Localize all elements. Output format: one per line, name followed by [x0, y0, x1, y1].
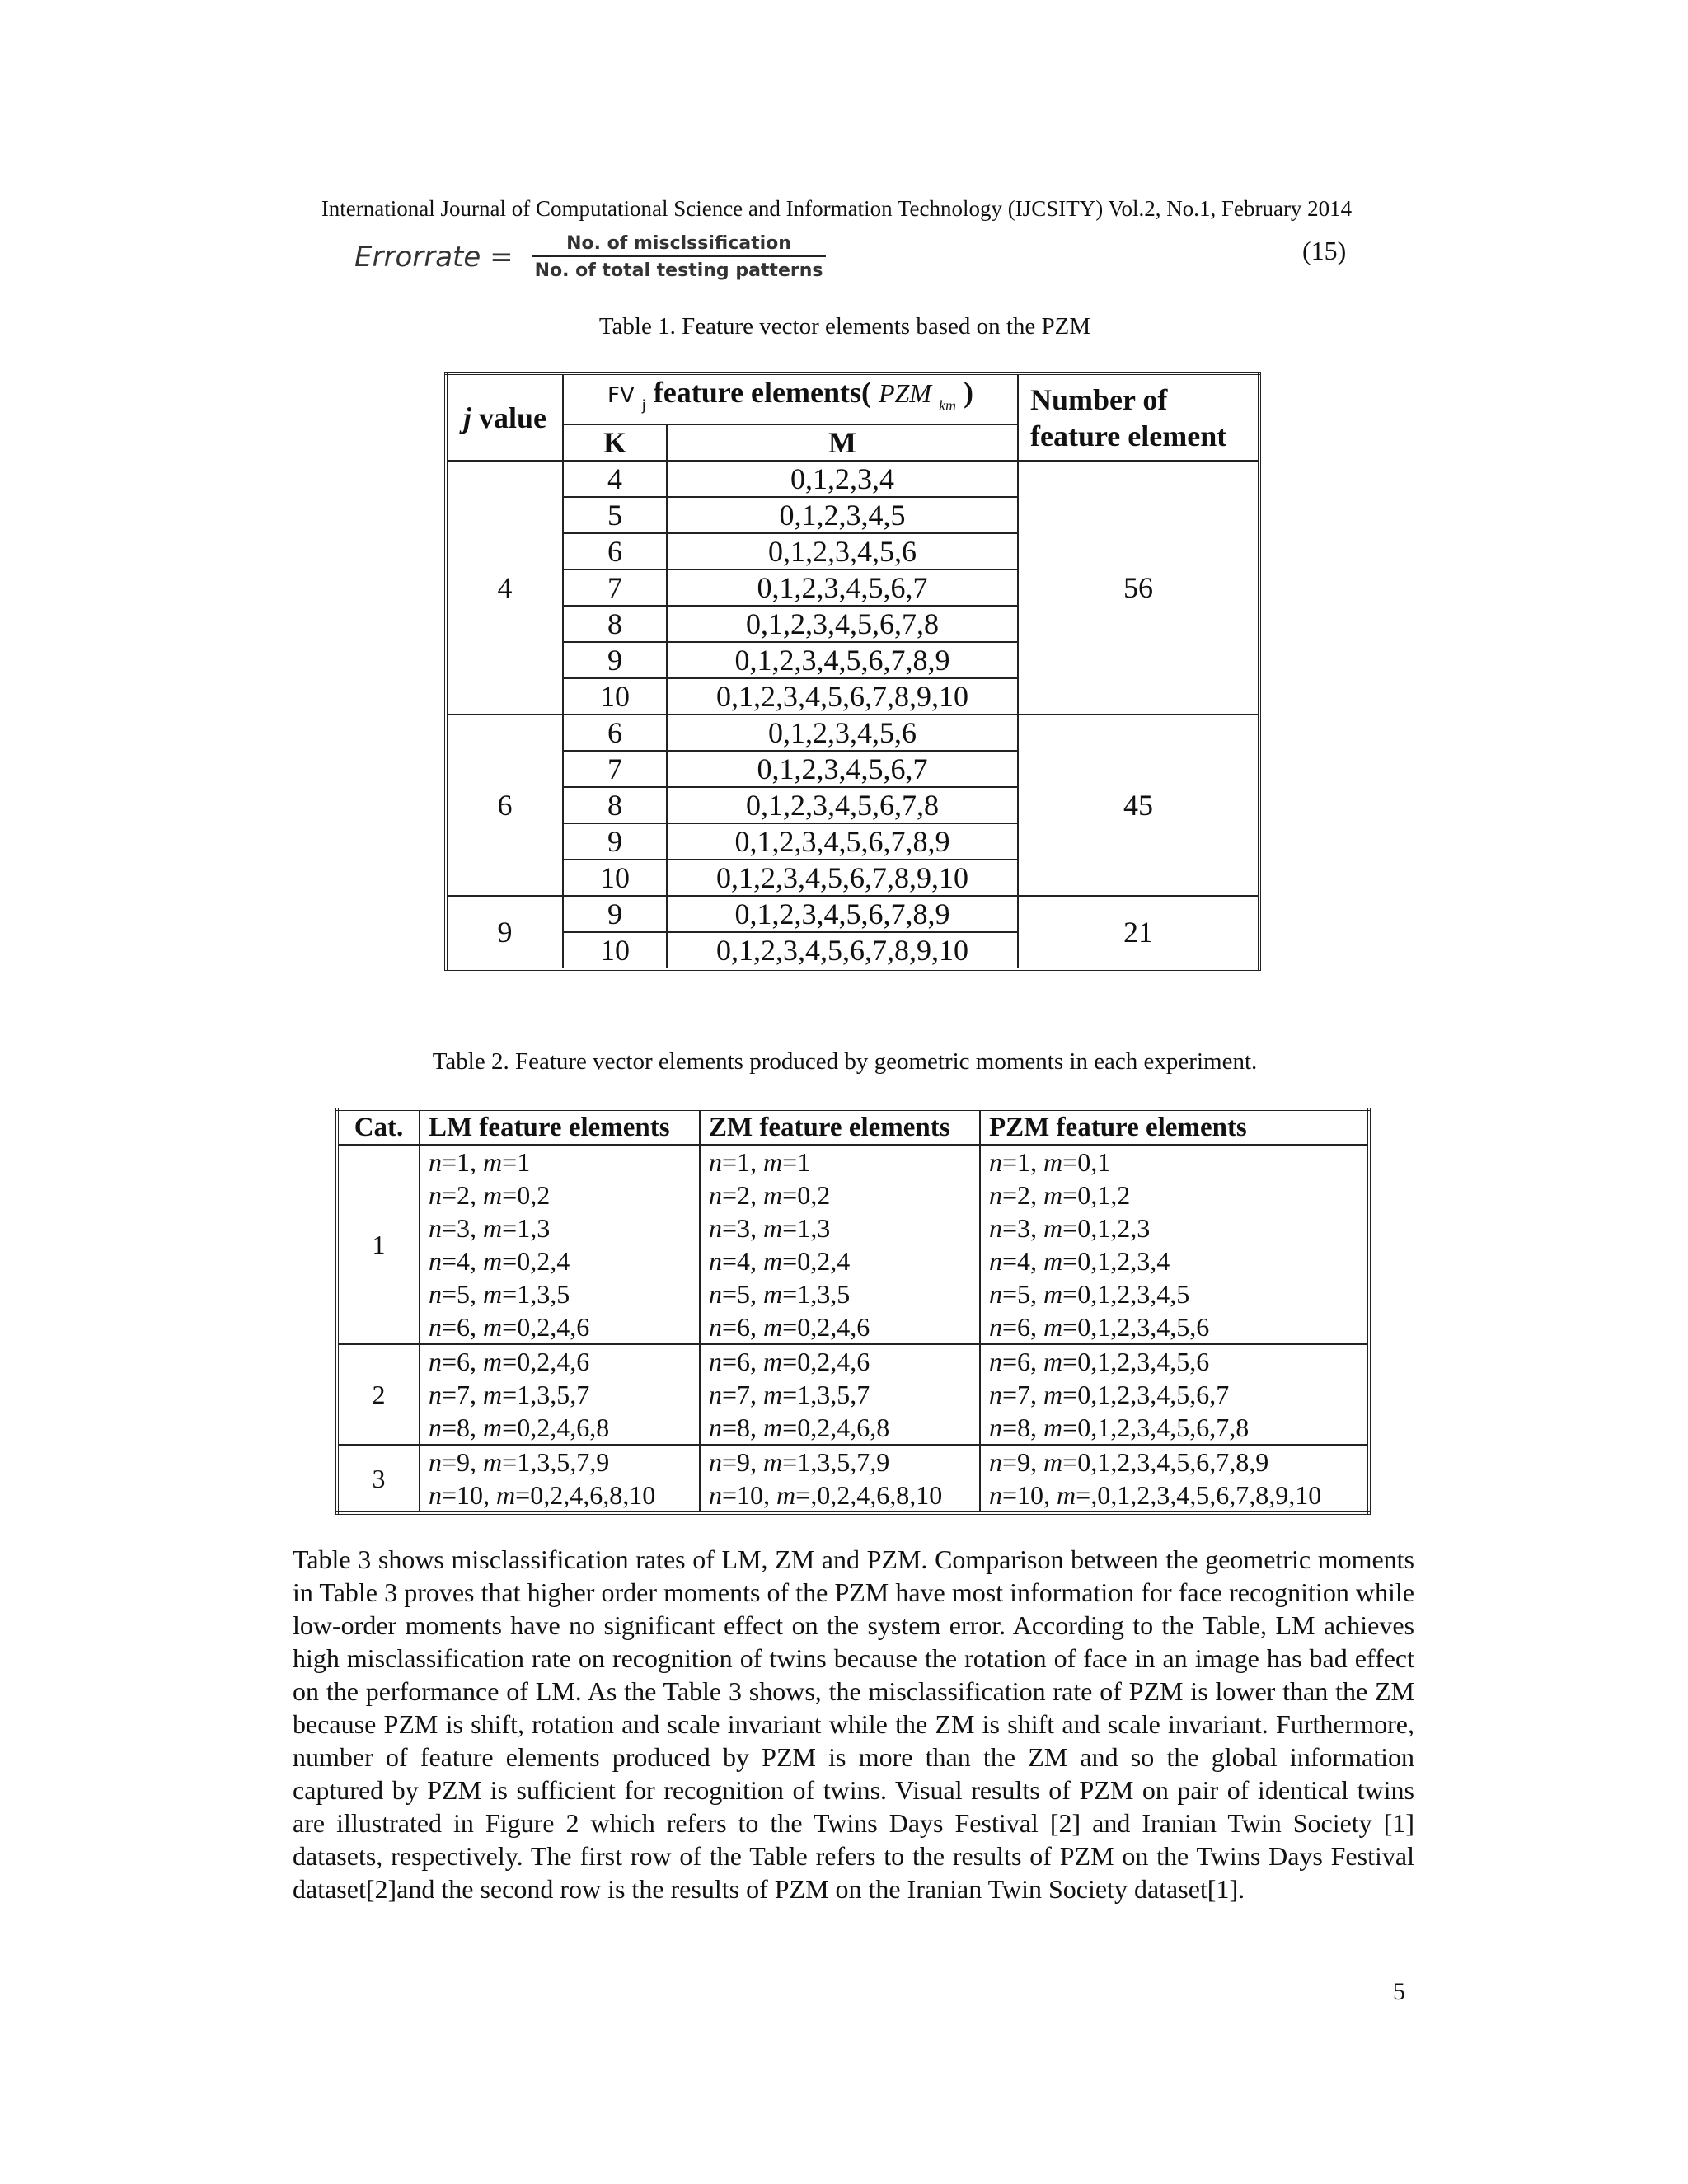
pzm-element-line: n=4, m=0,1,2,3,4 — [989, 1246, 1170, 1276]
m-symbol: m — [763, 1347, 783, 1376]
n-value: 4 — [457, 1246, 471, 1276]
n-value: 1 — [1017, 1147, 1031, 1177]
n-value: 4 — [737, 1246, 751, 1276]
m-value: 0,2,4,6 — [797, 1347, 870, 1376]
m-value: 0,2,4,6 — [517, 1312, 590, 1342]
m-symbol: m — [763, 1213, 783, 1243]
k-header: K — [563, 424, 667, 461]
m-value: ,0,2,4,6,8,10 — [810, 1480, 943, 1510]
j-value-cell: 4 — [446, 461, 563, 715]
n-symbol: n — [989, 1480, 1002, 1510]
lm-element-line: n=8, m=0,2,4,6,8 — [429, 1413, 610, 1442]
n-value: 9 — [1017, 1447, 1031, 1477]
m-header: M — [667, 424, 1018, 461]
k-cell: 4 — [563, 461, 667, 497]
table2-caption: Table 2. Feature vector elements produced by geometric moments in each experiment. — [432, 1048, 1258, 1075]
lm-element-line: n=2, m=0,2 — [429, 1180, 551, 1210]
table2-header-row — [337, 1109, 1369, 1145]
m-symbol: m — [1043, 1380, 1063, 1409]
m-symbol: m — [763, 1447, 783, 1477]
n-symbol: n — [989, 1380, 1002, 1409]
table1-row — [446, 461, 1259, 497]
m-symbol: m — [763, 1312, 783, 1342]
m-cell: 0,1,2,3,4,5,6,7,8,9 — [667, 642, 1018, 678]
zm-elements-cell — [700, 1445, 980, 1513]
m-value: 0,1,2,3,4,5,6,7,8,9 — [1077, 1447, 1269, 1477]
fv-subscript: j — [641, 397, 646, 415]
m-symbol: m — [483, 1279, 503, 1309]
pzm-symbol: PZM — [878, 378, 931, 408]
m-symbol: m — [483, 1447, 503, 1477]
n-symbol: n — [429, 1213, 442, 1243]
j-value-suffix: value — [471, 401, 547, 434]
m-value: 0,2 — [517, 1180, 551, 1210]
n-value: 3 — [457, 1213, 471, 1243]
k-cell: 9 — [563, 896, 667, 932]
table1-header-row — [446, 373, 1259, 424]
n-symbol: n — [429, 1246, 442, 1276]
pzm-header: PZM feature elements — [980, 1109, 1369, 1145]
feature-count-cell: 45 — [1018, 715, 1259, 896]
m-cell: 0,1,2,3,4,5,6,7,8 — [667, 787, 1018, 823]
n-symbol: n — [989, 1147, 1002, 1177]
table2-row — [337, 1145, 1369, 1344]
m-symbol: m — [483, 1147, 503, 1177]
n-value: 7 — [737, 1380, 751, 1409]
m-value: 0,1,2,3,4,5,6,7,8 — [1077, 1413, 1250, 1442]
n-symbol: n — [989, 1180, 1002, 1210]
m-cell: 0,1,2,3,4,5,6,7,8,9,10 — [667, 860, 1018, 896]
n-value: 1 — [737, 1147, 751, 1177]
pzm-element-line: n=8, m=0,1,2,3,4,5,6,7,8 — [989, 1413, 1250, 1442]
lm-element-line: n=3, m=1,3 — [429, 1213, 551, 1243]
zm-elements-cell — [700, 1344, 980, 1445]
lm-element-line: n=6, m=0,2,4,6 — [429, 1312, 590, 1342]
pzm-element-line: n=2, m=0,1,2 — [989, 1180, 1131, 1210]
k-cell: 10 — [563, 860, 667, 896]
lm-element-line: n=10, m=0,2,4,6,8,10 — [429, 1480, 656, 1510]
pzm-element-line: n=1, m=0,1 — [989, 1147, 1111, 1177]
m-value: 0,2 — [797, 1180, 831, 1210]
m-symbol: m — [763, 1279, 783, 1309]
j-value-cell: 9 — [446, 896, 563, 969]
k-cell: 10 — [563, 678, 667, 715]
n-symbol: n — [709, 1413, 722, 1442]
n-symbol: n — [709, 1180, 722, 1210]
m-value: 0,1,2,3,4,5,6 — [1077, 1347, 1210, 1376]
m-value: 1,3,5 — [517, 1279, 570, 1309]
k-cell: 9 — [563, 823, 667, 860]
j-value-header — [446, 373, 563, 461]
m-value: 1,3,5,7,9 — [797, 1447, 890, 1477]
n-value: 6 — [737, 1347, 751, 1376]
n-symbol: n — [429, 1180, 442, 1210]
feature-count-cell: 56 — [1018, 461, 1259, 715]
n-symbol: n — [429, 1347, 442, 1376]
m-value: 1 — [517, 1147, 531, 1177]
m-value: 0,1,2,3,4,5 — [1077, 1279, 1190, 1309]
pzm-elements-cell — [980, 1145, 1369, 1344]
table2 — [335, 1108, 1371, 1515]
n-value: 6 — [1017, 1347, 1031, 1376]
cat-cell: 2 — [337, 1344, 420, 1445]
n-value: 4 — [1017, 1246, 1031, 1276]
table1-caption: Table 1. Feature vector elements based on the PZM — [598, 313, 1091, 340]
zm-element-line: n=7, m=1,3,5,7 — [709, 1380, 870, 1409]
page-number: 5 — [1393, 1978, 1405, 2005]
m-symbol: m — [1043, 1347, 1063, 1376]
m-value: 1,3 — [797, 1213, 831, 1243]
m-cell: 0,1,2,3,4,5 — [667, 497, 1018, 533]
n-symbol: n — [429, 1380, 442, 1409]
m-value: 1 — [797, 1147, 811, 1177]
n-value: 6 — [737, 1312, 751, 1342]
n-value: 7 — [1017, 1380, 1031, 1409]
table1-row — [446, 896, 1259, 932]
m-value: 0,2,4 — [517, 1246, 570, 1276]
n-symbol: n — [709, 1347, 722, 1376]
zm-element-line: n=5, m=1,3,5 — [709, 1279, 851, 1309]
m-value: ,0,1,2,3,4,5,6,7,8,9,10 — [1090, 1480, 1322, 1510]
m-symbol: m — [1043, 1413, 1063, 1442]
m-cell: 0,1,2,3,4,5,6,7,8,9,10 — [667, 678, 1018, 715]
lm-element-line: n=9, m=1,3,5,7,9 — [429, 1447, 610, 1477]
k-cell: 10 — [563, 932, 667, 969]
n-value: 2 — [1017, 1180, 1031, 1210]
m-symbol: m — [1057, 1480, 1076, 1510]
pzm-element-line: n=7, m=0,1,2,3,4,5,6,7 — [989, 1380, 1230, 1409]
n-symbol: n — [429, 1312, 442, 1342]
n-symbol: n — [709, 1380, 722, 1409]
n-symbol: n — [709, 1447, 722, 1477]
zm-element-line: n=6, m=0,2,4,6 — [709, 1312, 870, 1342]
pzm-elements-cell — [980, 1445, 1369, 1513]
pzm-element-line: n=3, m=0,1,2,3 — [989, 1213, 1151, 1243]
zm-element-line: n=4, m=0,2,4 — [709, 1246, 851, 1276]
m-symbol: m — [1043, 1246, 1063, 1276]
error-rate-equation — [354, 224, 826, 290]
j-symbol: j — [462, 401, 471, 434]
n-symbol: n — [709, 1246, 722, 1276]
m-value: 1,3,5 — [797, 1279, 851, 1309]
n-value: 5 — [737, 1279, 751, 1309]
m-symbol: m — [483, 1347, 503, 1376]
m-symbol: m — [763, 1180, 783, 1210]
zm-element-line: n=1, m=1 — [709, 1147, 811, 1177]
lm-element-line: n=4, m=0,2,4 — [429, 1246, 570, 1276]
k-cell: 8 — [563, 606, 667, 642]
n-symbol: n — [709, 1312, 722, 1342]
k-cell: 9 — [563, 642, 667, 678]
n-value: 8 — [737, 1413, 751, 1442]
n-symbol: n — [989, 1279, 1002, 1309]
k-cell: 7 — [563, 569, 667, 606]
m-value: 0,2,4,6 — [797, 1312, 870, 1342]
cat-header: Cat. — [337, 1109, 420, 1145]
lm-element-line: n=1, m=1 — [429, 1147, 531, 1177]
lm-element-line: n=5, m=1,3,5 — [429, 1279, 570, 1309]
n-value: 8 — [457, 1413, 471, 1442]
cat-cell: 1 — [337, 1145, 420, 1344]
m-value: 0,2,4,6,8 — [517, 1413, 610, 1442]
n-symbol: n — [989, 1312, 1002, 1342]
n-value: 6 — [457, 1347, 471, 1376]
number-of-feature-element-header: Number of feature element — [1018, 373, 1259, 461]
n-value: 6 — [1017, 1312, 1031, 1342]
n-symbol: n — [429, 1279, 442, 1309]
zm-element-line: n=9, m=1,3,5,7,9 — [709, 1447, 890, 1477]
journal-header: International Journal of Computational Science and Information Technology (IJCSITY) Vol.2, No.1, February 2014 — [321, 196, 1353, 221]
m-cell: 0,1,2,3,4,5,6,7,8 — [667, 606, 1018, 642]
pzm-element-line: n=6, m=0,1,2,3,4,5,6 — [989, 1347, 1210, 1376]
zm-element-line: n=8, m=0,2,4,6,8 — [709, 1413, 890, 1442]
m-value: 1,3,5,7,9 — [517, 1447, 610, 1477]
n-symbol: n — [989, 1347, 1002, 1376]
fv-feature-elements-header — [563, 373, 1018, 424]
equation-lhs: Errorrate = — [354, 241, 513, 274]
cat-cell: 3 — [337, 1445, 420, 1513]
n-symbol: n — [709, 1147, 722, 1177]
n-value: 3 — [737, 1213, 751, 1243]
n-symbol: n — [709, 1213, 722, 1243]
m-symbol: m — [496, 1480, 516, 1510]
n-value: 5 — [1017, 1279, 1031, 1309]
pzm-element-line: n=10, m=,0,1,2,3,4,5,6,7,8,9,10 — [989, 1480, 1322, 1510]
feature-elements-close: ) — [963, 376, 973, 409]
zm-element-line: n=6, m=0,2,4,6 — [709, 1347, 870, 1376]
m-cell: 0,1,2,3,4,5,6 — [667, 715, 1018, 751]
lm-elements-cell — [420, 1344, 700, 1445]
m-value: 0,1,2,3,4 — [1077, 1246, 1170, 1276]
m-cell: 0,1,2,3,4,5,6,7,8,9 — [667, 896, 1018, 932]
table2-row — [337, 1344, 1369, 1445]
m-cell: 0,1,2,3,4,5,6,7 — [667, 751, 1018, 787]
body-paragraph: Table 3 shows misclassification rates of LM, ZM and PZM. Comparison between the geometric moments in Table 3 proves that higher order moments of the PZM have most information for face recognition while low-order moments have no significant effect on the system error. According to the Table, LM achieves high misclassification rate on recognition of twins because the rotation of face in an image has bad effect on the performance of LM. As the Table 3 shows, the misclassification rate of PZM is lower than the ZM because PZM is shift, rotation and scale invariant while the ZM is shift and scale invariant. Furthermore, number of feature elements produced by PZM is more than the ZM and so the global information captured by PZM is sufficient for recognition of twins. Visual results of PZM on pair of identical twins are illustrated in Figure 2 which refers to the Twins Days Festival [2] and Iranian Twin Society [1] datasets, respectively. The first row of the Table refers to the results of PZM on the Twins Days Festival dataset[2]and the second row is the results of PZM on the Iranian Twin Society dataset[1]. — [293, 1544, 1414, 1904]
m-symbol: m — [483, 1213, 503, 1243]
n-symbol: n — [429, 1447, 442, 1477]
n-value: 6 — [457, 1312, 471, 1342]
n-value: 1 — [457, 1147, 471, 1177]
m-value: 0,1,2,3,4,5,6,7 — [1077, 1380, 1230, 1409]
m-value: 0,1,2,3,4,5,6 — [1077, 1312, 1210, 1342]
m-symbol: m — [1043, 1312, 1063, 1342]
n-symbol: n — [989, 1213, 1002, 1243]
m-cell: 0,1,2,3,4 — [667, 461, 1018, 497]
zm-elements-cell — [700, 1145, 980, 1344]
equation-denominator: No. of total testing patterns — [534, 260, 823, 281]
m-symbol: m — [776, 1480, 796, 1510]
n-symbol: n — [429, 1413, 442, 1442]
n-symbol: n — [709, 1279, 722, 1309]
zm-header: ZM feature elements — [700, 1109, 980, 1145]
lm-header: LM feature elements — [420, 1109, 700, 1145]
m-symbol: m — [763, 1246, 783, 1276]
pzm-elements-cell — [980, 1344, 1369, 1445]
n-symbol: n — [709, 1480, 722, 1510]
pzm-element-line: n=5, m=0,1,2,3,4,5 — [989, 1279, 1190, 1309]
m-symbol: m — [483, 1380, 503, 1409]
n-symbol: n — [429, 1480, 442, 1510]
pzm-subscript: km — [938, 397, 956, 414]
k-cell: 6 — [563, 533, 667, 569]
feature-count-cell: 21 — [1018, 896, 1259, 969]
m-value: 0,2,4,6 — [517, 1347, 590, 1376]
n-value: 5 — [457, 1279, 471, 1309]
fv-symbol: FV — [607, 383, 635, 408]
n-symbol: n — [429, 1147, 442, 1177]
m-symbol: m — [1043, 1180, 1063, 1210]
n-value: 10 — [1017, 1480, 1044, 1510]
m-value: 0,2,4 — [797, 1246, 851, 1276]
n-value: 2 — [457, 1180, 471, 1210]
table1 — [444, 372, 1261, 971]
table1-row — [446, 715, 1259, 751]
k-cell: 7 — [563, 751, 667, 787]
m-cell: 0,1,2,3,4,5,6 — [667, 533, 1018, 569]
m-symbol: m — [483, 1246, 503, 1276]
m-value: 0,1,2 — [1077, 1180, 1131, 1210]
n-value: 8 — [1017, 1413, 1031, 1442]
m-symbol: m — [1043, 1279, 1063, 1309]
m-symbol: m — [763, 1380, 783, 1409]
m-symbol: m — [763, 1147, 783, 1177]
lm-elements-cell — [420, 1445, 700, 1513]
k-cell: 5 — [563, 497, 667, 533]
equation-fraction — [532, 233, 827, 281]
k-cell: 8 — [563, 787, 667, 823]
m-symbol: m — [1043, 1147, 1063, 1177]
m-cell: 0,1,2,3,4,5,6,7 — [667, 569, 1018, 606]
n-value: 7 — [457, 1380, 471, 1409]
n-value: 2 — [737, 1180, 751, 1210]
n-value: 10 — [457, 1480, 484, 1510]
m-cell: 0,1,2,3,4,5,6,7,8,9,10 — [667, 932, 1018, 969]
lm-element-line: n=7, m=1,3,5,7 — [429, 1380, 590, 1409]
m-symbol: m — [1043, 1213, 1063, 1243]
m-value: 0,2,4,6,8,10 — [530, 1480, 656, 1510]
m-symbol: m — [483, 1180, 503, 1210]
m-symbol: m — [483, 1312, 503, 1342]
n-symbol: n — [989, 1246, 1002, 1276]
m-value: 1,3 — [517, 1213, 551, 1243]
pzm-element-line: n=6, m=0,1,2,3,4,5,6 — [989, 1312, 1210, 1342]
n-value: 10 — [737, 1480, 764, 1510]
zm-element-line: n=3, m=1,3 — [709, 1213, 831, 1243]
zm-element-line: n=10, m=,0,2,4,6,8,10 — [709, 1480, 943, 1510]
k-cell: 6 — [563, 715, 667, 751]
m-symbol: m — [1043, 1447, 1063, 1477]
lm-elements-cell — [420, 1145, 700, 1344]
feature-elements-label: feature elements( — [653, 376, 871, 409]
table2-row — [337, 1445, 1369, 1513]
n-value: 9 — [737, 1447, 751, 1477]
m-value: 1,3,5,7 — [797, 1380, 870, 1409]
m-symbol: m — [763, 1413, 783, 1442]
n-value: 9 — [457, 1447, 471, 1477]
n-symbol: n — [989, 1447, 1002, 1477]
equation-numerator: No. of misclssification — [566, 233, 791, 254]
m-value: 0,1 — [1077, 1147, 1111, 1177]
n-value: 3 — [1017, 1213, 1031, 1243]
m-value: 1,3,5,7 — [517, 1380, 590, 1409]
zm-element-line: n=2, m=0,2 — [709, 1180, 831, 1210]
lm-element-line: n=6, m=0,2,4,6 — [429, 1347, 590, 1376]
equation-number: (15) — [1302, 236, 1347, 265]
m-value: 0,2,4,6,8 — [797, 1413, 890, 1442]
m-value: 0,1,2,3 — [1077, 1213, 1151, 1243]
m-cell: 0,1,2,3,4,5,6,7,8,9 — [667, 823, 1018, 860]
j-value-cell: 6 — [446, 715, 563, 896]
pzm-element-line: n=9, m=0,1,2,3,4,5,6,7,8,9 — [989, 1447, 1269, 1477]
m-symbol: m — [483, 1413, 503, 1442]
n-symbol: n — [989, 1413, 1002, 1442]
